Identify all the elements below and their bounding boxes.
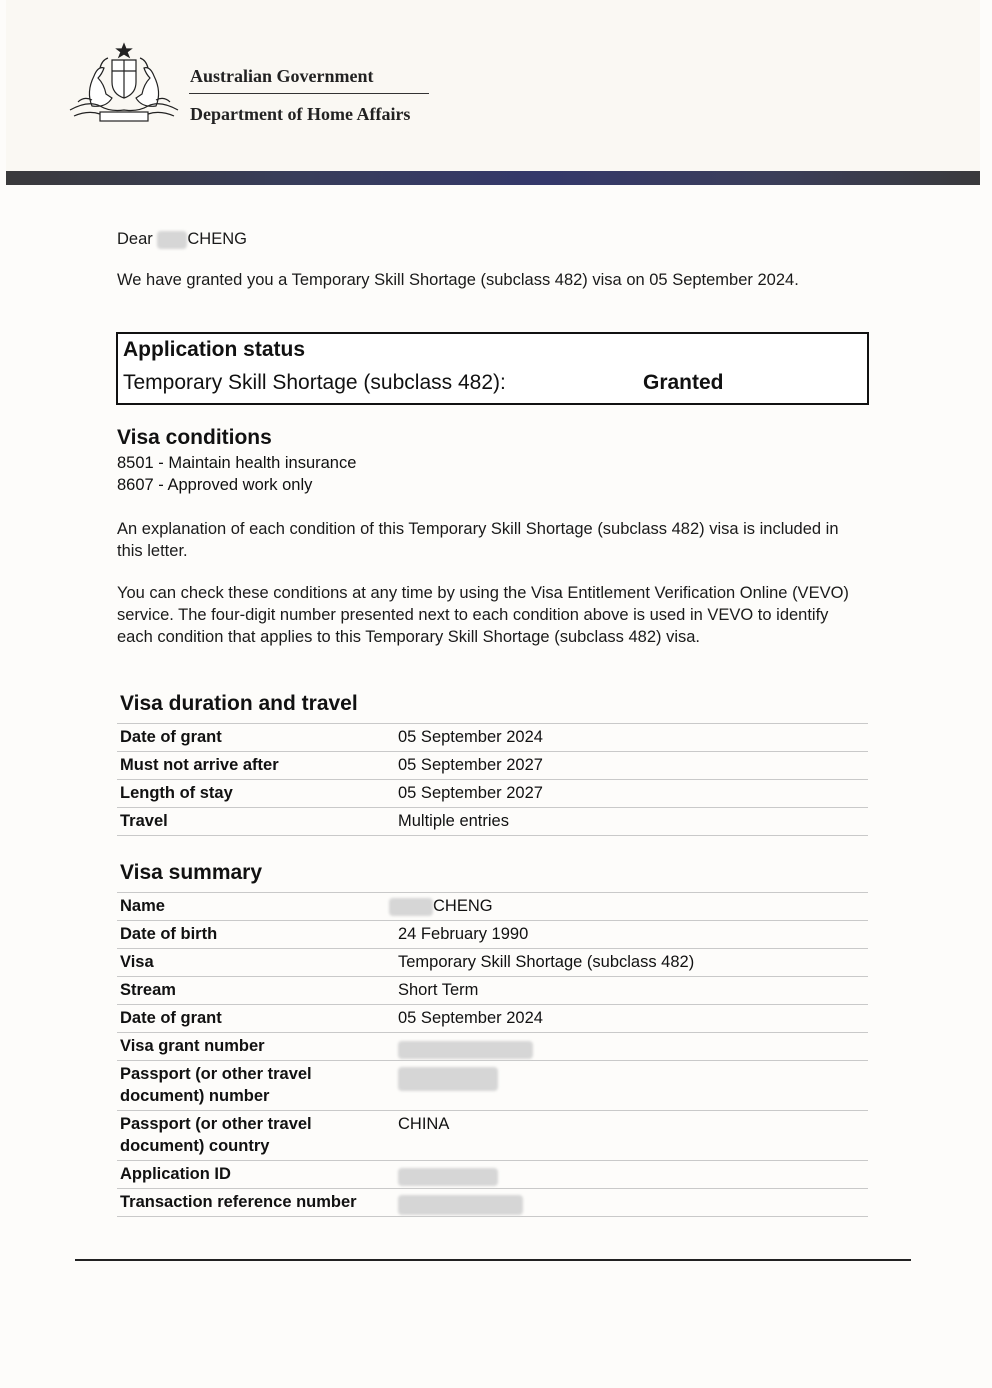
summary-surname: CHENG: [433, 897, 493, 915]
row-label: Date of grant: [120, 728, 222, 746]
row-value: 05 September 2024: [398, 1009, 543, 1027]
redacted-grant-number: [398, 1041, 533, 1059]
row-label: Passport (or other travel document) number: [120, 1065, 312, 1105]
header-divider: [189, 93, 429, 94]
summary-heading: Visa summary: [120, 861, 263, 884]
table-row: [117, 1111, 868, 1161]
table-row: [117, 724, 868, 752]
row-value: [398, 1193, 523, 1215]
row-value: [389, 895, 493, 917]
row-value: [398, 1038, 533, 1060]
status-value: Granted: [643, 371, 724, 394]
row-value: 05 September 2027: [398, 756, 543, 774]
redacted-transaction-reference: [398, 1195, 523, 1215]
status-title: Application status: [123, 338, 306, 361]
table-row: [117, 1005, 868, 1033]
application-status-box: [116, 332, 869, 405]
table-row: [117, 780, 868, 808]
duration-table: [117, 723, 868, 836]
salutation-surname: CHENG: [187, 230, 247, 248]
table-row: [117, 1161, 868, 1189]
table-row: [117, 893, 868, 921]
table-row: [117, 977, 868, 1005]
redacted-given-name: [157, 231, 187, 249]
condition-item: 8501 - Maintain health insurance: [117, 454, 357, 472]
condition-item: 8607 - Approved work only: [117, 476, 313, 494]
row-value: 24 February 1990: [398, 925, 529, 943]
row-value: [398, 1165, 498, 1187]
table-row: [117, 921, 868, 949]
row-label: Passport (or other travel document) country: [120, 1115, 312, 1155]
row-value: Multiple entries: [398, 812, 509, 830]
header-band: [6, 171, 980, 185]
footer-divider: [75, 1259, 911, 1261]
row-label: Name: [120, 897, 165, 915]
salutation-prefix: Dear: [117, 230, 153, 248]
table-row: [117, 1061, 868, 1111]
row-label: Application ID: [120, 1165, 231, 1183]
row-value: [398, 1067, 498, 1091]
status-visa-label: Temporary Skill Shortage (subclass 482):: [123, 371, 506, 394]
row-label: Transaction reference number: [120, 1193, 357, 1211]
salutation: [117, 228, 247, 250]
table-row: [117, 1033, 868, 1061]
table-row: [117, 752, 868, 780]
summary-table: [117, 892, 868, 1217]
vevo-paragraph: You can check these conditions at any time by using the Visa Entitlement Verification Online (VEVO) service. The four-digit number presented next to each condition above is used in VEVO to identify each condition that applies to this Temporary Skill Shortage (subclass 482) visa.: [117, 584, 849, 646]
letterhead: [6, 0, 980, 171]
department-name: Department of Home Affairs: [190, 104, 411, 124]
row-label: Visa: [120, 953, 154, 971]
redacted-application-id: [398, 1168, 498, 1186]
row-label: Must not arrive after: [120, 756, 279, 774]
row-label: Date of birth: [120, 925, 218, 943]
row-label: Stream: [120, 981, 176, 999]
row-label: Date of grant: [120, 1009, 222, 1027]
table-row: [117, 1189, 868, 1217]
redacted-passport-number: [398, 1067, 498, 1091]
row-value: Temporary Skill Shortage (subclass 482): [398, 953, 695, 971]
row-label: Length of stay: [120, 784, 233, 802]
row-value: Short Term: [398, 981, 479, 999]
row-label: Visa grant number: [120, 1037, 265, 1055]
table-row: [117, 808, 868, 836]
row-value: 05 September 2024: [398, 728, 543, 746]
grant-paragraph: We have granted you a Temporary Skill Shortage (subclass 482) visa on 05 September 2024.: [117, 271, 799, 289]
duration-heading: Visa duration and travel: [120, 692, 358, 715]
redacted-given-name: [389, 898, 433, 916]
row-value: CHINA: [398, 1115, 450, 1133]
coat-of-arms-icon: [64, 40, 184, 126]
government-name: Australian Government: [190, 66, 374, 86]
row-label: Travel: [120, 812, 168, 830]
row-value: 05 September 2027: [398, 784, 543, 802]
conditions-heading: Visa conditions: [117, 426, 272, 449]
table-row: [117, 949, 868, 977]
conditions-explanation: An explanation of each condition of this Temporary Skill Shortage (subclass 482) visa is included in this letter.: [117, 520, 839, 560]
